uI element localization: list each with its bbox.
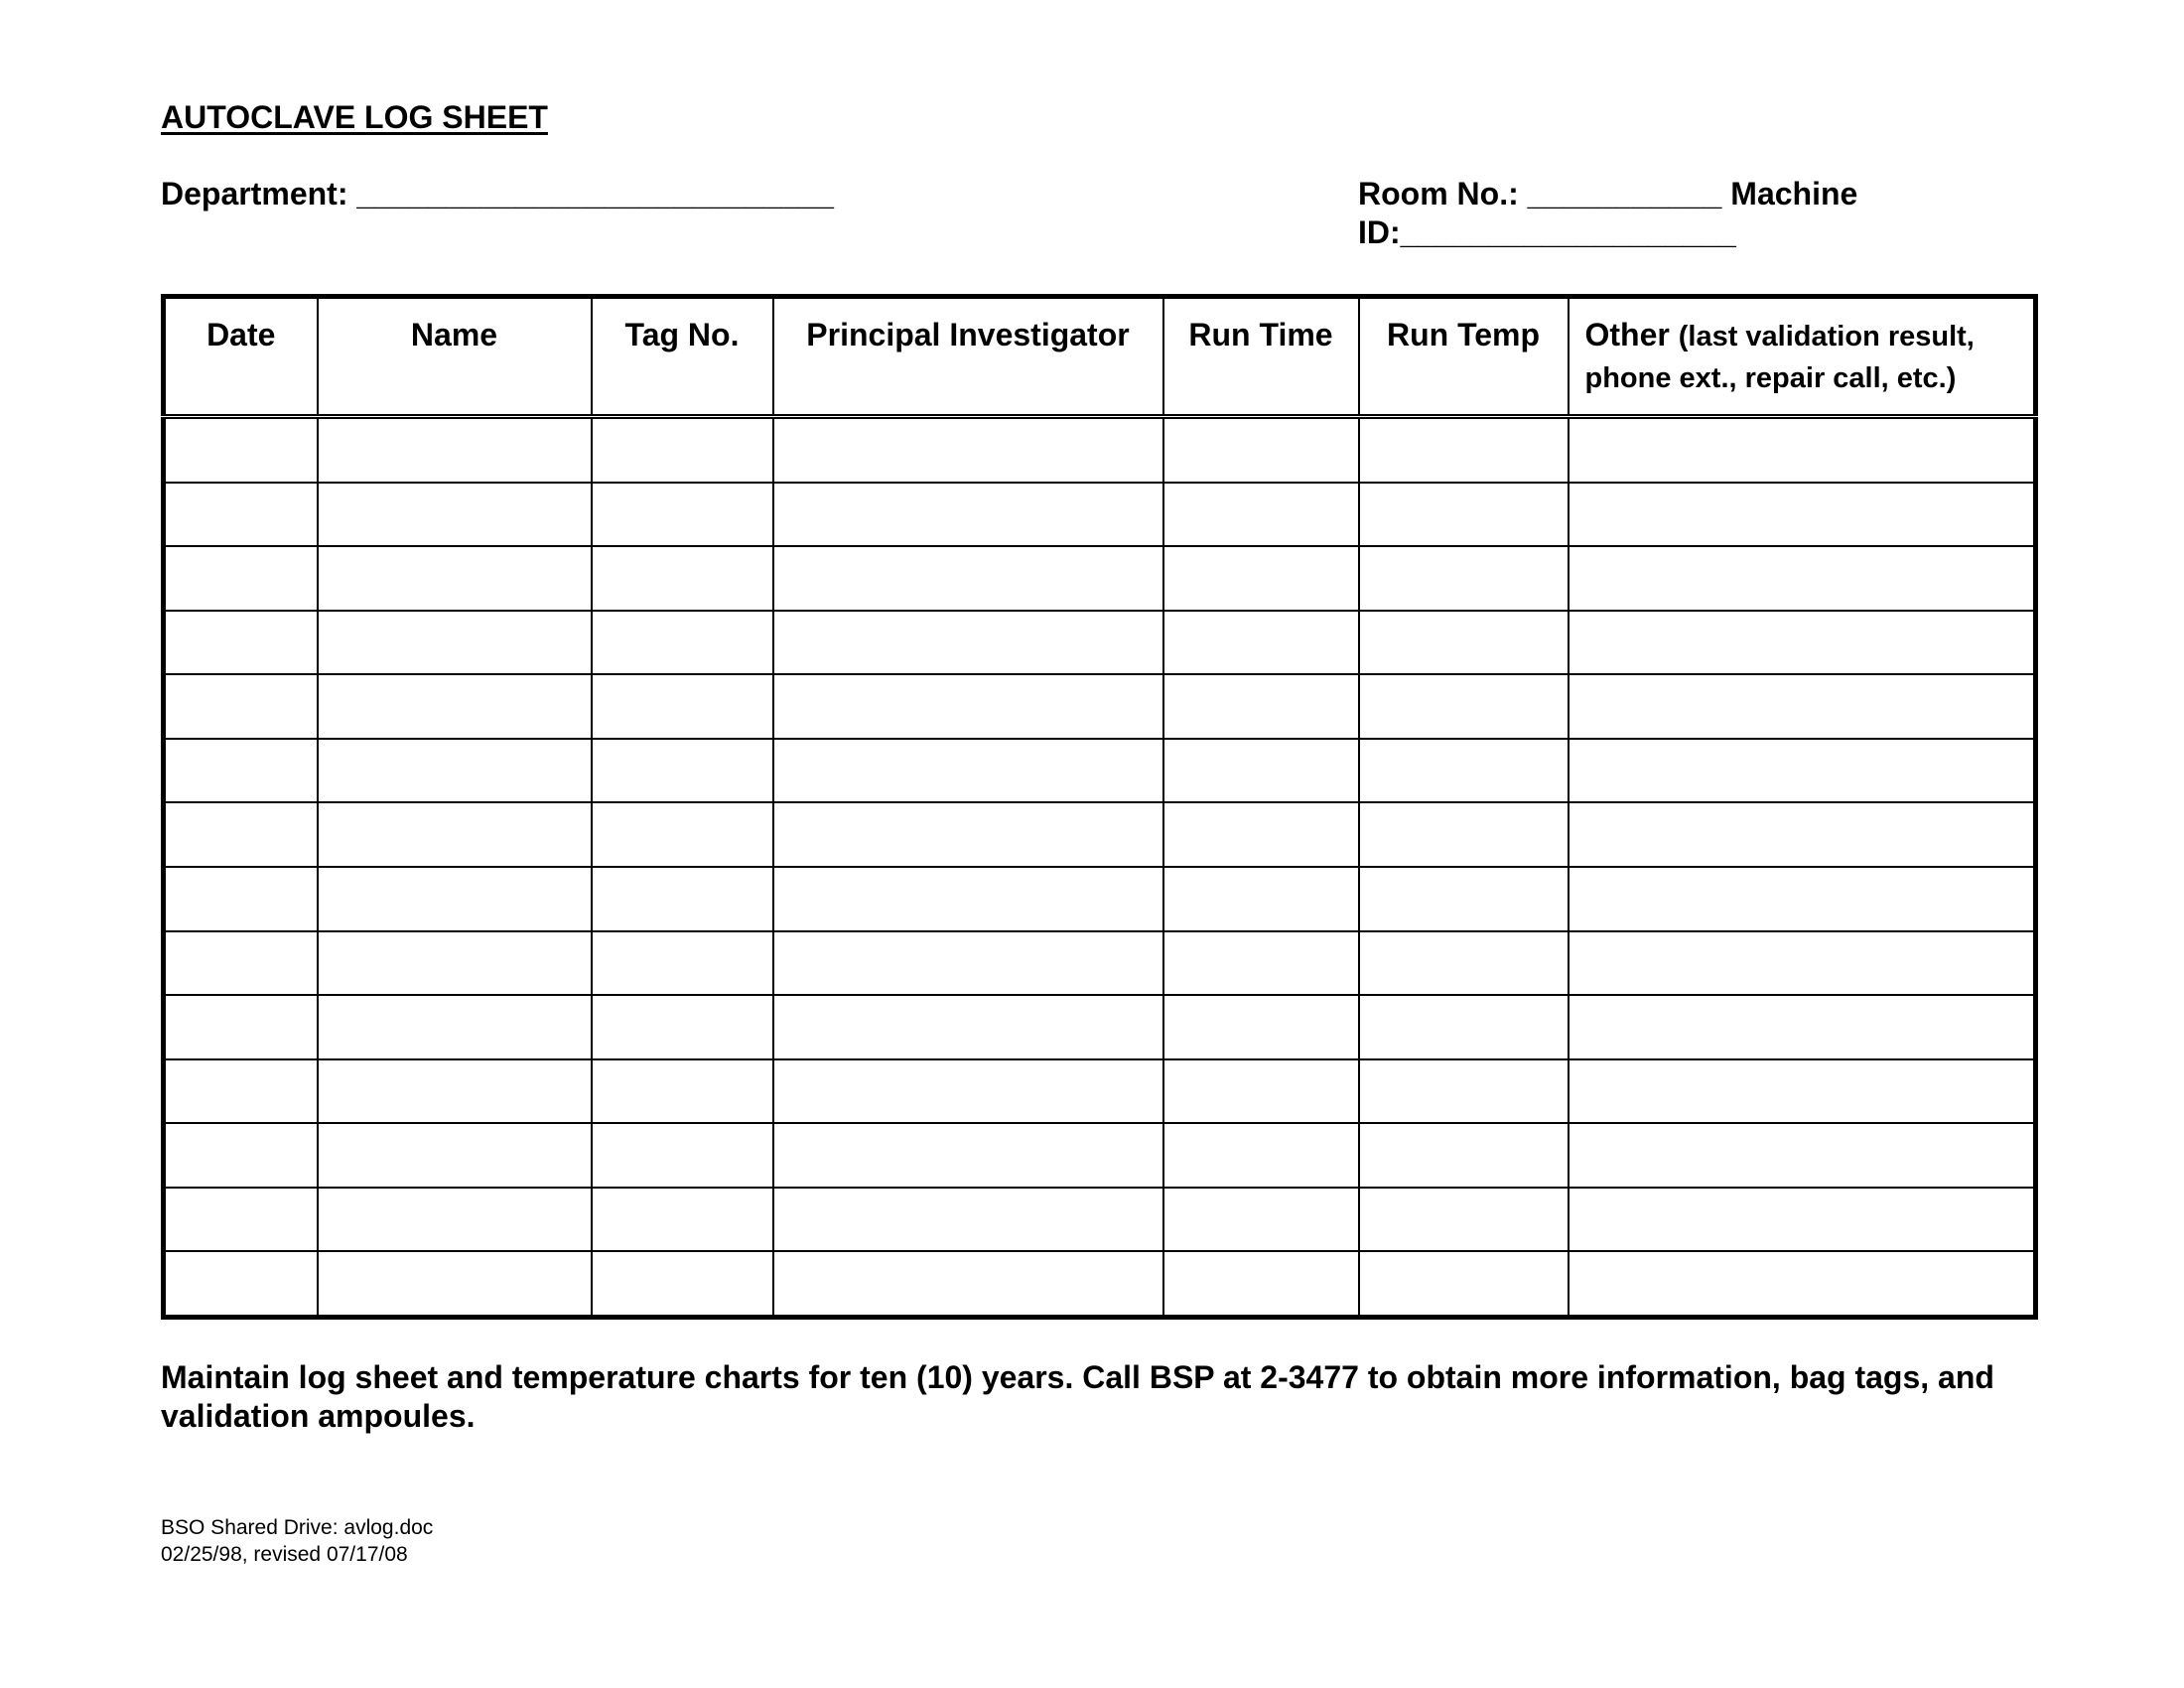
table-row <box>164 867 2036 931</box>
footer-revision-date: 02/25/98, revised 07/17/08 <box>161 1543 408 1566</box>
column-header-tag-no: Tag No. <box>592 297 773 417</box>
cell-principal-investigator[interactable] <box>773 1251 1163 1317</box>
cell-principal-investigator[interactable] <box>773 995 1163 1059</box>
column-header-principal-investigator: Principal Investigator <box>773 297 1163 417</box>
cell-run-time[interactable] <box>1163 1251 1359 1317</box>
cell-principal-investigator[interactable] <box>773 1188 1163 1252</box>
cell-run-temp[interactable] <box>1359 674 1569 739</box>
table-row <box>164 931 2036 996</box>
cell-run-temp[interactable] <box>1359 546 1569 611</box>
cell-other[interactable] <box>1569 1251 2036 1317</box>
footer-file-reference: BSO Shared Drive: avlog.doc <box>161 1516 434 1539</box>
cell-run-time[interactable] <box>1163 1059 1359 1124</box>
cell-principal-investigator[interactable] <box>773 611 1163 675</box>
cell-tag-no[interactable] <box>592 867 773 931</box>
cell-run-temp[interactable] <box>1359 739 1569 803</box>
cell-principal-investigator[interactable] <box>773 867 1163 931</box>
cell-other[interactable] <box>1569 417 2036 483</box>
page-title: AUTOCLAVE LOG SHEET <box>161 99 548 135</box>
cell-other[interactable] <box>1569 674 2036 739</box>
cell-other[interactable] <box>1569 1059 2036 1124</box>
column-header-run-time: Run Time <box>1163 297 1359 417</box>
table-row <box>164 995 2036 1059</box>
cell-run-time[interactable] <box>1163 546 1359 611</box>
cell-tag-no[interactable] <box>592 674 773 739</box>
cell-principal-investigator[interactable] <box>773 483 1163 547</box>
column-header-other <box>1569 297 2036 417</box>
retention-note: Maintain log sheet and temperature charts for ten (10) years. Call BSP at 2-3477 to obtain more information, bag tags, and validation ampoules. <box>161 1359 1994 1434</box>
cell-name[interactable] <box>318 483 592 547</box>
other-detail-line2: phone ext., repair call, etc.) <box>1584 362 1957 394</box>
cell-date[interactable] <box>164 739 318 803</box>
table-row <box>164 483 2036 547</box>
cell-run-temp[interactable] <box>1359 417 1569 483</box>
cell-name[interactable] <box>318 931 592 996</box>
cell-run-time[interactable] <box>1163 611 1359 675</box>
cell-other[interactable] <box>1569 739 2036 803</box>
cell-name[interactable] <box>318 1059 592 1124</box>
table-row <box>164 1188 2036 1252</box>
cell-run-time[interactable] <box>1163 995 1359 1059</box>
column-header-run-temp: Run Temp <box>1359 297 1569 417</box>
cell-principal-investigator[interactable] <box>773 802 1163 867</box>
cell-tag-no[interactable] <box>592 1251 773 1317</box>
cell-run-temp[interactable] <box>1359 1251 1569 1317</box>
table-row <box>164 611 2036 675</box>
cell-name[interactable] <box>318 1188 592 1252</box>
table-header-row <box>164 297 2036 417</box>
other-label: Other <box>1584 317 1670 352</box>
cell-name[interactable] <box>318 802 592 867</box>
column-header-date: Date <box>164 297 318 417</box>
cell-run-time[interactable] <box>1163 674 1359 739</box>
cell-date[interactable] <box>164 611 318 675</box>
cell-tag-no[interactable] <box>592 802 773 867</box>
cell-tag-no[interactable] <box>592 739 773 803</box>
cell-name[interactable] <box>318 739 592 803</box>
cell-run-temp[interactable] <box>1359 931 1569 996</box>
cell-date[interactable] <box>164 1188 318 1252</box>
cell-name[interactable] <box>318 546 592 611</box>
cell-principal-investigator[interactable] <box>773 931 1163 996</box>
cell-tag-no[interactable] <box>592 417 773 483</box>
log-table-body <box>164 417 2036 1318</box>
cell-name[interactable] <box>318 611 592 675</box>
cell-principal-investigator[interactable] <box>773 1059 1163 1124</box>
cell-run-time[interactable] <box>1163 867 1359 931</box>
cell-run-temp[interactable] <box>1359 1188 1569 1252</box>
table-row <box>164 739 2036 803</box>
cell-run-time[interactable] <box>1163 1123 1359 1188</box>
cell-tag-no[interactable] <box>592 1059 773 1124</box>
cell-date[interactable] <box>164 995 318 1059</box>
cell-run-temp[interactable] <box>1359 611 1569 675</box>
cell-principal-investigator[interactable] <box>773 1123 1163 1188</box>
room-machine-field[interactable]: Room No.: ___________ Machine <box>1358 176 1858 211</box>
cell-run-temp[interactable] <box>1359 1059 1569 1124</box>
cell-date[interactable] <box>164 1251 318 1317</box>
table-row <box>164 802 2036 867</box>
cell-name[interactable] <box>318 417 592 483</box>
cell-tag-no[interactable] <box>592 483 773 547</box>
cell-date[interactable] <box>164 1059 318 1124</box>
cell-other[interactable] <box>1569 1188 2036 1252</box>
cell-date[interactable] <box>164 417 318 483</box>
cell-run-temp[interactable] <box>1359 867 1569 931</box>
table-row <box>164 546 2036 611</box>
cell-run-time[interactable] <box>1163 483 1359 547</box>
cell-date[interactable] <box>164 483 318 547</box>
cell-date[interactable] <box>164 546 318 611</box>
cell-other[interactable] <box>1569 995 2036 1059</box>
cell-name[interactable] <box>318 1251 592 1317</box>
cell-name[interactable] <box>318 674 592 739</box>
cell-principal-investigator[interactable] <box>773 674 1163 739</box>
autoclave-log-table <box>161 294 2038 1320</box>
cell-run-temp[interactable] <box>1359 995 1569 1059</box>
cell-other[interactable] <box>1569 483 2036 547</box>
table-row <box>164 417 2036 483</box>
table-row <box>164 674 2036 739</box>
table-row <box>164 1059 2036 1124</box>
cell-tag-no[interactable] <box>592 995 773 1059</box>
cell-other[interactable] <box>1569 931 2036 996</box>
machine-id-field[interactable]: ID:___________________ <box>1358 214 1736 250</box>
cell-run-temp[interactable] <box>1359 483 1569 547</box>
cell-run-temp[interactable] <box>1359 1123 1569 1188</box>
cell-tag-no[interactable] <box>592 1123 773 1188</box>
cell-date[interactable] <box>164 867 318 931</box>
cell-run-time[interactable] <box>1163 739 1359 803</box>
cell-other[interactable] <box>1569 802 2036 867</box>
table-row <box>164 1123 2036 1188</box>
column-header-name: Name <box>318 297 592 417</box>
cell-date[interactable] <box>164 802 318 867</box>
cell-principal-investigator[interactable] <box>773 739 1163 803</box>
other-detail-line1: (last validation result, <box>1678 321 1975 352</box>
cell-date[interactable] <box>164 931 318 996</box>
cell-run-time[interactable] <box>1163 931 1359 996</box>
cell-principal-investigator[interactable] <box>773 417 1163 483</box>
cell-tag-no[interactable] <box>592 611 773 675</box>
cell-other[interactable] <box>1569 867 2036 931</box>
cell-run-time[interactable] <box>1163 417 1359 483</box>
cell-tag-no[interactable] <box>592 546 773 611</box>
cell-date[interactable] <box>164 674 318 739</box>
cell-run-temp[interactable] <box>1359 802 1569 867</box>
cell-tag-no[interactable] <box>592 931 773 996</box>
cell-other[interactable] <box>1569 546 2036 611</box>
cell-date[interactable] <box>164 1123 318 1188</box>
cell-name[interactable] <box>318 995 592 1059</box>
cell-other[interactable] <box>1569 611 2036 675</box>
footer <box>161 1514 433 1568</box>
table-row <box>164 1251 2036 1317</box>
department-field[interactable]: Department: ___________________________ <box>161 176 834 211</box>
cell-name[interactable] <box>318 867 592 931</box>
cell-name[interactable] <box>318 1123 592 1188</box>
cell-run-time[interactable] <box>1163 802 1359 867</box>
cell-run-time[interactable] <box>1163 1188 1359 1252</box>
cell-other[interactable] <box>1569 1123 2036 1188</box>
cell-principal-investigator[interactable] <box>773 546 1163 611</box>
cell-tag-no[interactable] <box>592 1188 773 1252</box>
